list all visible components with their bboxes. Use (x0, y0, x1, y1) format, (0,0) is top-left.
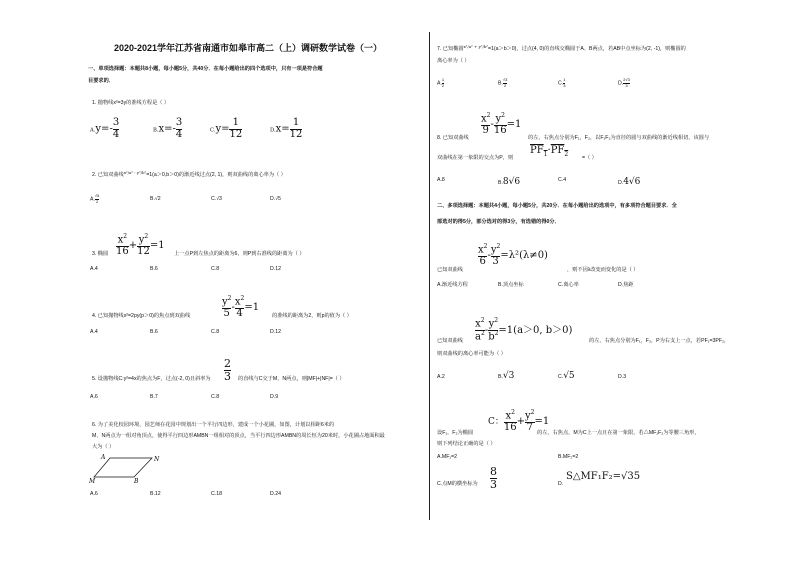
q7-option-c: C. $\frac{1}{3}$ (558, 77, 566, 88)
q10-option-b: B.√3 (498, 371, 515, 381)
question-4: 4. 已知抛物线x²=2py(p＞0)的焦点到双曲线 (92, 313, 191, 319)
parallelogram-figure (88, 453, 168, 487)
question-7: 7. 已知椭圆$^{x^2/a^2 + y^2/b^2}$=1(a＞b＞0)，过点(4, 0)的直线交椭圆于A、B两点，若AB中点坐标为(2, -1)，则椭圆的 (437, 44, 686, 52)
section-1-heading-cont: 目要求的． (88, 78, 114, 84)
question-5-slope: $\frac{2}{3}$ (224, 357, 231, 383)
q1-option-a: A.y=- $\frac{3}{4}$ (90, 117, 120, 140)
q5-option-b: B.7 (150, 394, 158, 400)
q5-option-d: D.9 (270, 394, 279, 400)
q11-option-c-value: $\frac{8}{3}$ (490, 465, 497, 491)
q10-option-d: D.3 (618, 374, 627, 380)
q4-option-c: C.8 (211, 329, 220, 335)
q5-option-a: A.6 (90, 394, 98, 400)
question-6-line-3: 大为（ ） (92, 444, 115, 450)
question-1: 1. 抛物线x²=3y的准线方程是（ ） (92, 100, 170, 106)
question-9: 已知双曲线 (437, 267, 463, 273)
question-6-line-2: M、N两点为一组对角顶点，使得平行四边形AMBN一组相对的顶点，当平行四边形AMBN的周长恒为20米时，小花圃占地面积最 (92, 433, 385, 439)
q6-option-b: B.12 (150, 491, 161, 497)
question-4-equation: $\frac{y^2}{5}$ - $\frac{x^2}{4}$ =1 (222, 295, 260, 320)
question-5-cont: 的直线与C交于M，N两点，则|MF|+|NF|=（ ） (238, 376, 345, 382)
section-2-heading-cont: 部选对的得5分，部分选对的得3分，有选错的得0分． (437, 219, 560, 225)
question-10-cont: 的左、右焦点分别为F₁，F₂，P为右支上一点，若PF₁=3PF₂， (589, 338, 730, 344)
q4-option-d: D.12 (270, 329, 281, 335)
question-4-cont: 的准线的距离为2，则p的值为（ ） (272, 313, 352, 319)
q4-option-b: B.6 (150, 329, 158, 335)
q11-option-c: C.点M的横坐标为 (437, 481, 478, 487)
q8-option-d: D.4√6 (618, 177, 641, 187)
q2-option-c: C.√3 (211, 196, 222, 202)
q3-option-c: C.8 (211, 266, 220, 272)
q10-option-c: C.√5 (558, 371, 575, 381)
fig-label-m: M (89, 478, 96, 485)
q11-option-d: D. (558, 481, 564, 487)
q9-option-c: C.离心率 (558, 282, 579, 288)
q11-option-d-value: S△MF₁F₂=√35 (566, 471, 641, 482)
q2-option-b: B.√2 (150, 196, 161, 202)
question-6: 6. 为了美化校园环境，园艺师在花园中规划出一个平行四边形，建成一个小花圃，如图，计划以相距6米的 (92, 422, 335, 428)
q3-option-b: B.6 (150, 266, 158, 272)
question-8-equation: $\frac{x^2}{9}$ - $\frac{y^2}{16}$ =1 (481, 112, 522, 137)
page-title: 2020-2021学年江苏省南通市如皋市高二（上）调研数学试卷（一） (114, 43, 383, 53)
section-2-heading: 二、多项选择题：本题共4小题，每小题5分，共20分．在每小题给出的选项中，有多项符合题目要求．全 (437, 203, 677, 209)
q2-option-d: D.√5 (270, 196, 281, 202)
q1-option-c: C.y= $\frac{1}{12}$ (210, 117, 243, 140)
question-8-line-2-end: =（ ） (582, 155, 597, 161)
q11-option-a: A.MF₁=2 (437, 454, 458, 460)
question-2: 2. 已知双曲线$^{x^2/a^2 - y^2/b^2}$=1(a＞0,b＞0)的渐近线过点(2, 1)，则双曲线的离心率为（ ） (92, 170, 286, 178)
question-8-line-2: 双曲线在第一象限的交点为P，则 (437, 155, 514, 161)
q8-option-a: A.8 (437, 177, 445, 183)
q7-option-b: B. $\frac{√3}{2}$ (498, 77, 508, 88)
fig-label-n: N (154, 456, 160, 463)
question-8-vector-product: $PF_1\cdot PF_2$ (530, 145, 569, 158)
fig-label-a: A (101, 454, 106, 461)
question-8-prefix: 8. 已知双曲线 (437, 135, 469, 141)
question-10-equation: $\frac{x^2}{a^2}$ - $\frac{y^2}{b^2}$ =1(a＞0, b＞0) (475, 317, 573, 343)
q6-option-a: A.6 (90, 491, 98, 497)
q11-option-b: B.MF₂=2 (558, 454, 579, 460)
q2-option-a: A. $\frac{√5}{2}$ (90, 193, 100, 204)
q10-option-a: A.2 (437, 374, 445, 380)
q8-option-c: C.4 (558, 177, 567, 183)
q7-option-d: D. $\frac{2√3}{3}$ (618, 77, 630, 88)
q6-option-c: C.18 (211, 491, 222, 497)
q1-option-b: B.x=- $\frac{3}{4}$ (153, 117, 183, 140)
question-8: 的左、右焦点分别为F₁，F₂，以F₁F₂为直径的圆与双曲线的渐近线相切，该圆与 (528, 135, 710, 141)
question-10: 已知双曲线 (437, 338, 463, 344)
q6-option-d: D.24 (270, 491, 281, 497)
question-7-line-2: 离心率为（ ） (437, 58, 470, 64)
question-11-cont: 的左，右焦点，M为C上一点且在第一象限，若△MF₁F₂为等腰三角形， (537, 430, 700, 436)
q8-option-b: B.8√6 (498, 177, 521, 187)
q3-option-d: D.12 (270, 266, 281, 272)
q7-option-a: A. $\frac{1}{2}$ (437, 77, 445, 88)
q9-option-a: A.渐近线方程 (437, 282, 468, 288)
question-3-prefix: 3. 椭圆 (92, 251, 109, 257)
q4-option-a: A.4 (90, 329, 98, 335)
question-11-line-2: 则下列结论正确的是（ ） (437, 441, 496, 447)
question-9-cont: ，则不因λ改变而变化的是（ ） (567, 267, 639, 273)
question-10-line-2: 则双曲线的离心率可能为（ ） (437, 351, 506, 357)
q3-option-a: A.4 (90, 266, 98, 272)
question-11-equation: C： $\frac{x^2}{16}$ + $\frac{y^2}{7}$ =1 (488, 409, 550, 434)
question-3: 上一点P到左焦点的距离为6，则P到右准线的距离为（ ） (174, 251, 305, 257)
column-divider (429, 32, 430, 520)
question-11: 设F₁，F₂为椭圆 (437, 430, 474, 436)
question-9-equation: $\frac{x^2}{6}$ - $\frac{y^2}{3}$ =λ²(λ≠0) (478, 243, 548, 268)
section-1-heading: 一、单项选择题：本题共8小题，每小题5分，共40分．在每小题给出的四个选项中，只有一项是符合题 (88, 66, 323, 72)
question-3-equation: $\frac{x^2}{16}$ + $\frac{y^2}{12}$ =1 (116, 233, 165, 258)
q5-option-c: C.8 (211, 394, 220, 400)
q9-option-d: D.焦距 (618, 282, 634, 288)
question-5: 5. 设抛物线C:y²=4x的焦点为F，过点(-2, 0)且斜率为 (92, 376, 211, 382)
q1-option-d: D.x= $\frac{1}{12}$ (270, 117, 303, 140)
q9-option-b: B.顶点坐标 (498, 282, 524, 288)
fig-label-b: B (134, 478, 139, 485)
